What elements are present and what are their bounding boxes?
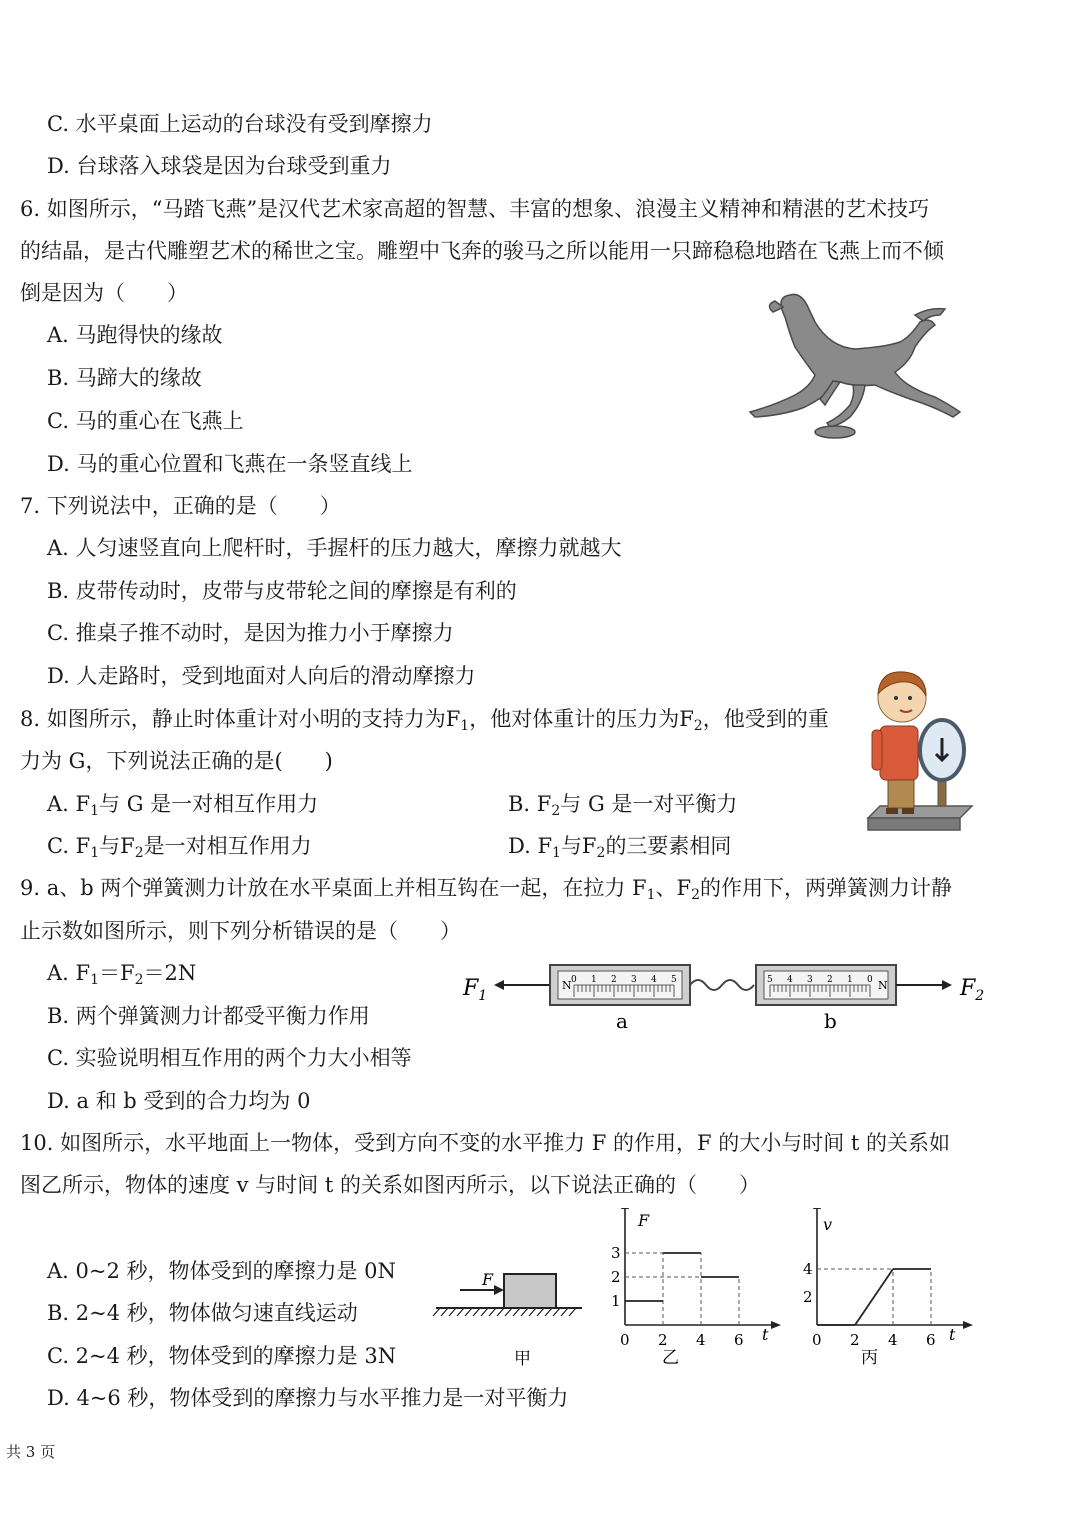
velocity-time-chart bbox=[795, 1208, 980, 1373]
force-time-chart bbox=[600, 1208, 785, 1373]
y-tick-label: 2 bbox=[611, 1268, 621, 1286]
q10-option-b: B. 2~4 秒，物体做匀速直线运动 bbox=[47, 1301, 358, 1325]
series-segment bbox=[855, 1269, 893, 1325]
x-tick-label: 6 bbox=[926, 1331, 936, 1349]
scale-tick-label: 0 bbox=[867, 975, 873, 985]
q10-option-d: D. 4~6 秒，物体受到的摩擦力与水平推力是一对平衡力 bbox=[47, 1386, 569, 1410]
q8-option-c: C. $F_1$与$F_2$是一对相互作用力 bbox=[47, 834, 312, 861]
x-axis-label: t bbox=[762, 1325, 769, 1344]
hook-link bbox=[690, 980, 754, 990]
y-tick-label: 1 bbox=[611, 1292, 621, 1310]
force-f1-label: $F_1$ bbox=[463, 976, 488, 1004]
y-axis-label: F bbox=[638, 1211, 650, 1230]
q6-stem-line-2: 的结晶，是古代雕塑艺术的稀世之宝。雕塑中飞奔的骏马之所以能用一只蹄稳稳地踏在飞燕上而不倾 bbox=[20, 239, 944, 263]
fig-yi-caption: 乙 bbox=[662, 1348, 679, 1368]
q7-option-b: B. 皮带传动时，皮带与皮带轮之间的摩擦是有利的 bbox=[47, 579, 517, 603]
y-axis-label: v bbox=[823, 1215, 833, 1234]
q9-stem-line-1: 9. a、b 两个弹簧测力计放在水平桌面上并相互钩在一起，在拉力 $F_1$、$F_2$的作用下，两弹簧测力计静 bbox=[20, 876, 953, 903]
scale-tick-label: 1 bbox=[591, 975, 597, 985]
q10-stem-line-1: 10. 如图所示，水平地面上一物体，受到方向不变的水平推力 F 的作用，F 的大小与时间 t 的关系如 bbox=[20, 1131, 951, 1155]
balance-a-label: a bbox=[616, 1009, 628, 1033]
scale-tick-label: 2 bbox=[827, 975, 833, 985]
y-tick-label: 4 bbox=[803, 1260, 813, 1278]
boy-on-scale-figure bbox=[860, 668, 980, 843]
svg-text:N: N bbox=[878, 979, 888, 992]
balance-b-label: b bbox=[824, 1009, 837, 1033]
x-tick-label: 0 bbox=[620, 1331, 630, 1349]
q7-option-a: A. 人匀速竖直向上爬杆时，手握杆的压力越大，摩擦力就越大 bbox=[47, 536, 622, 560]
q10-option-c: C. 2~4 秒，物体受到的摩擦力是 3N bbox=[47, 1344, 397, 1368]
scale-tick-label: 3 bbox=[807, 975, 813, 985]
x-tick-label: 2 bbox=[658, 1331, 668, 1349]
q9-option-a: A. $F_1=F_2=2N$ bbox=[47, 961, 197, 988]
q7-option-d: D. 人走路时，受到地面对人向后的滑动摩擦力 bbox=[47, 664, 476, 688]
q9-option-c: C. 实验说明相互作用的两个力大小相等 bbox=[47, 1046, 412, 1070]
page-footer: 共 3 页 bbox=[6, 1443, 56, 1461]
scale-tick-label: 5 bbox=[767, 975, 773, 985]
galloping-horse-figure bbox=[735, 287, 970, 447]
scale-tick-label: 4 bbox=[651, 975, 657, 985]
scale-tick-label: 3 bbox=[631, 975, 637, 985]
q6-stem-line-3: 倒是因为（ ） bbox=[20, 281, 188, 305]
q6-stem-line-1: 6. 如图所示，“马踏飞燕”是汉代艺术家高超的智慧、丰富的想象、浪漫主义精神和精湛的艺术技巧 bbox=[20, 197, 930, 221]
q8-option-a: A. $F_1$与 G 是一对相互作用力 bbox=[47, 792, 319, 819]
x-tick-label: 2 bbox=[850, 1331, 860, 1349]
y-tick-label: 3 bbox=[611, 1244, 621, 1262]
q9-option-b: B. 两个弹簧测力计都受平衡力作用 bbox=[47, 1004, 370, 1028]
q7-option-c: C. 推桌子推不动时，是因为推力小于摩擦力 bbox=[47, 621, 454, 645]
push-force-label: F bbox=[482, 1270, 494, 1289]
q8-stem-line-2: 力为 G，下列说法正确的是( ) bbox=[20, 749, 333, 773]
q10-option-a: A. 0~2 秒，物体受到的摩擦力是 0N bbox=[47, 1259, 396, 1283]
q8-option-d: D. $F_1$与$F_2$的三要素相同 bbox=[508, 834, 732, 861]
fig-bing-caption: 丙 bbox=[861, 1348, 878, 1368]
block-push-figure bbox=[432, 1262, 587, 1372]
q9-stem-line-2: 止示数如图所示，则下列分析错误的是（ ） bbox=[20, 919, 461, 943]
x-tick-label: 4 bbox=[888, 1331, 898, 1349]
x-tick-label: 6 bbox=[734, 1331, 744, 1349]
force-f2-label: $F_2$ bbox=[960, 976, 985, 1004]
svg-text:N: N bbox=[562, 979, 572, 992]
x-tick-label: 0 bbox=[812, 1331, 822, 1349]
q7-stem: 7. 下列说法中，正确的是（ ） bbox=[20, 494, 341, 518]
q6-option-a: A. 马跑得快的缘故 bbox=[47, 323, 223, 347]
q5-option-c: C. 水平桌面上运动的台球没有受到摩擦力 bbox=[47, 112, 433, 136]
fig-jia-caption: 甲 bbox=[514, 1349, 531, 1369]
q8-stem-line-1: 8. 如图所示，静止时体重计对小明的支持力为$F_1$，他对体重计的压力为$F_2$，他受到的重 bbox=[20, 707, 829, 734]
q6-option-c: C. 马的重心在飞燕上 bbox=[47, 409, 244, 433]
q10-stem-line-2: 图乙所示，物体的速度 v 与时间 t 的关系如图丙所示，以下说法正确的（ ） bbox=[20, 1173, 761, 1197]
x-axis-label: t bbox=[949, 1325, 956, 1344]
spring-balance-figure bbox=[458, 955, 988, 1035]
scale-tick-label: 4 bbox=[787, 975, 793, 985]
x-tick-label: 4 bbox=[696, 1331, 706, 1349]
y-tick-label: 2 bbox=[803, 1288, 813, 1306]
q8-option-b: B. $F_2$与 G 是一对平衡力 bbox=[508, 792, 738, 819]
scale-tick-label: 5 bbox=[671, 975, 677, 985]
scale-tick-label: 1 bbox=[847, 975, 853, 985]
q6-option-d: D. 马的重心位置和飞燕在一条竖直线上 bbox=[47, 452, 413, 476]
q9-option-d: D. a 和 b 受到的合力均为 0 bbox=[47, 1089, 311, 1113]
q5-option-d: D. 台球落入球袋是因为台球受到重力 bbox=[47, 154, 392, 178]
block bbox=[504, 1274, 556, 1308]
scale-tick-label: 0 bbox=[571, 975, 577, 985]
q6-option-b: B. 马蹄大的缘故 bbox=[47, 366, 202, 390]
scale-tick-label: 2 bbox=[611, 975, 617, 985]
